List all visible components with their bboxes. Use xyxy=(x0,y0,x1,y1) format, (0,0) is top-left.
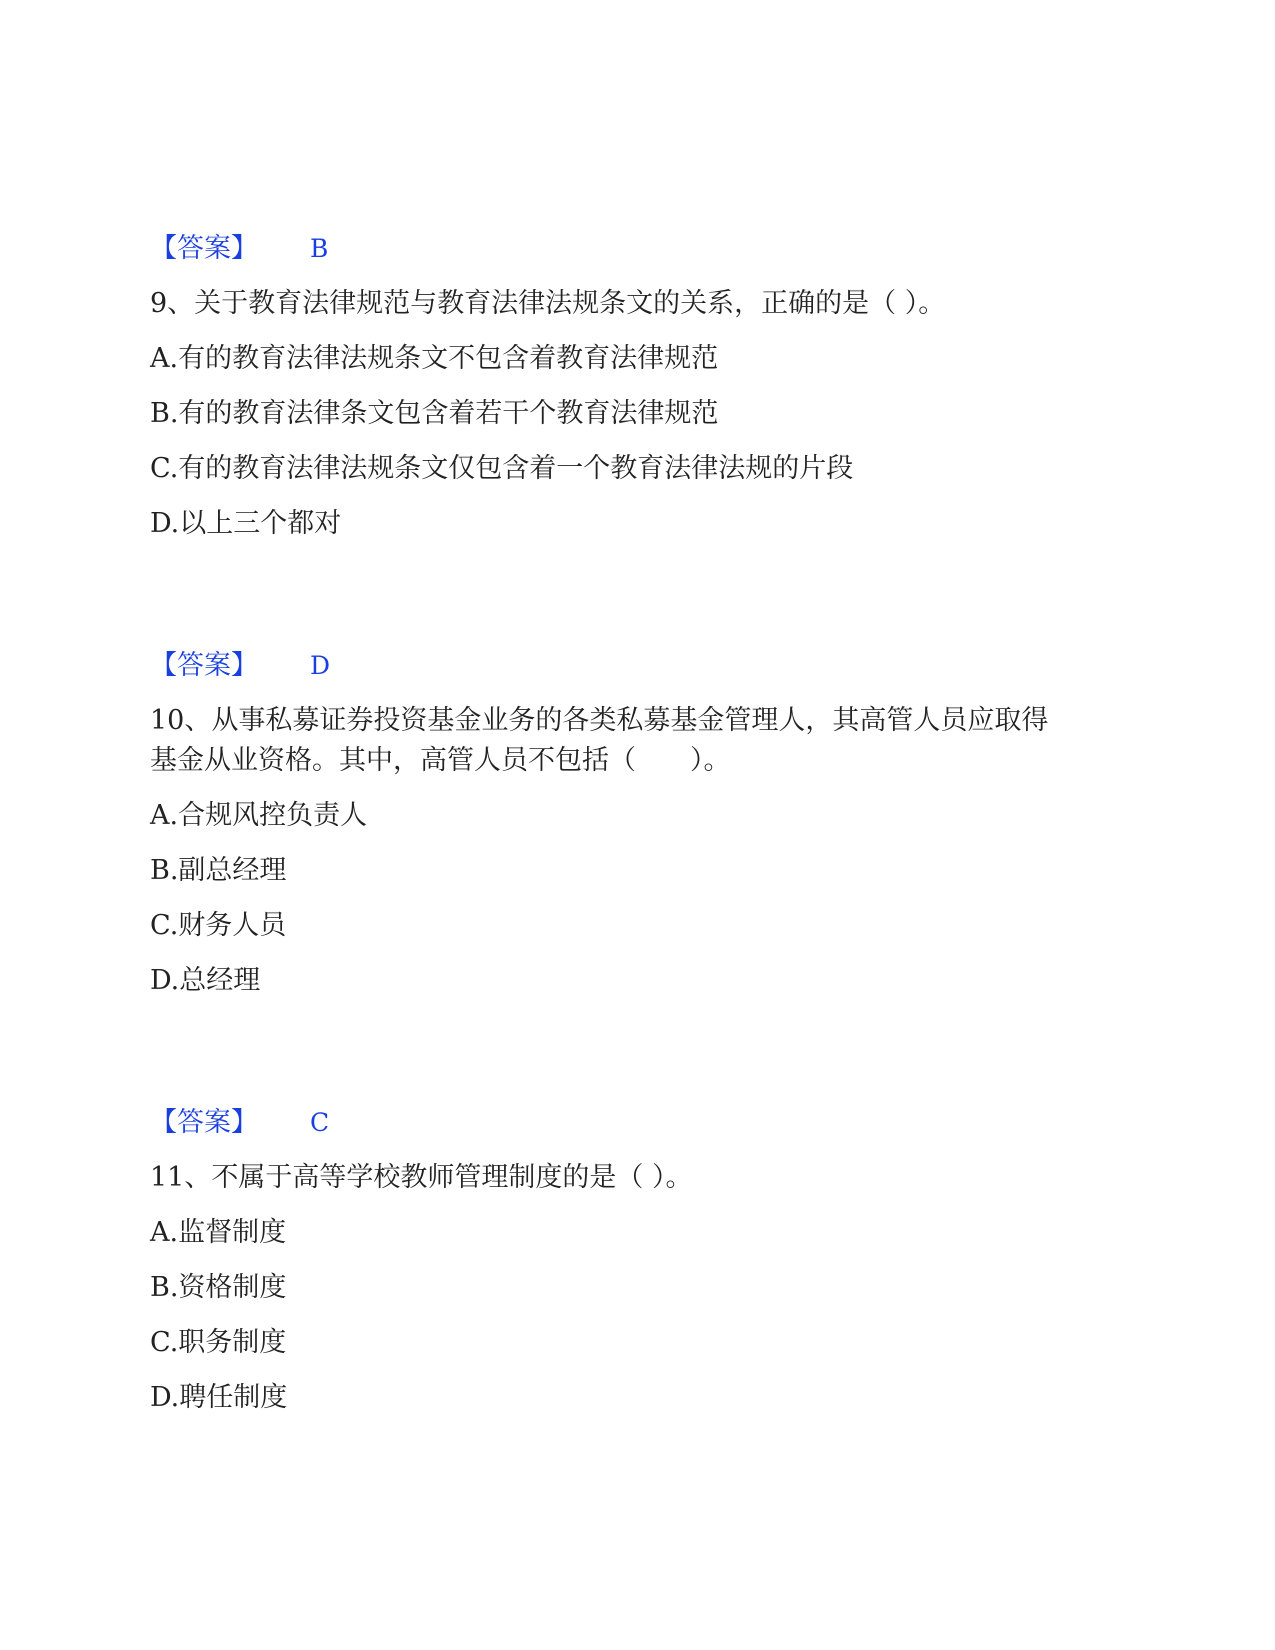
answer-value: C xyxy=(310,1108,330,1137)
option-text: B.有的教育法律条文包含着若干个教育法律规范 xyxy=(150,398,719,429)
answer-tag: 【答案】 xyxy=(150,233,258,264)
question-stem-line-2: 基金从业资格。其中，高管人员不包括（ ）。 xyxy=(150,745,731,776)
option-b xyxy=(150,394,1130,434)
question-stem-line-1: 10、从事私募证券投资基金业务的各类私募基金管理人，其高管人员应取得 xyxy=(150,705,1049,736)
question-11 xyxy=(150,1158,1130,1198)
answer-value: D xyxy=(310,651,331,680)
option-text: A.有的教育法律法规条文不包含着教育法律规范 xyxy=(150,343,719,374)
answer-tag: 【答案】 xyxy=(150,650,258,681)
question-10 xyxy=(150,701,1130,741)
answer-block-10 xyxy=(150,1103,1130,1143)
answer-value: B xyxy=(310,234,329,263)
option-d xyxy=(150,504,1130,544)
option-b xyxy=(150,1268,1130,1308)
option-text: D.总经理 xyxy=(150,965,261,996)
option-text: D.聘任制度 xyxy=(150,1382,288,1413)
question-10-cont xyxy=(150,741,1130,781)
option-text: C.有的教育法律法规条文仅包含着一个教育法律法规的片段 xyxy=(150,453,854,484)
option-c xyxy=(150,449,1130,489)
answer-line xyxy=(150,1103,1130,1143)
question-stem: 9、关于教育法律规范与教育法律法规条文的关系，正确的是（ ）。 xyxy=(150,288,946,319)
option-text: B.副总经理 xyxy=(150,855,287,886)
answer-line xyxy=(150,229,1130,269)
option-d xyxy=(150,1378,1130,1418)
option-c xyxy=(150,1323,1130,1363)
option-text: C.财务人员 xyxy=(150,910,287,941)
option-c xyxy=(150,906,1130,946)
option-a xyxy=(150,339,1130,379)
option-a xyxy=(150,796,1130,836)
option-text: C.职务制度 xyxy=(150,1327,287,1358)
option-text: B.资格制度 xyxy=(150,1272,287,1303)
answer-block-8 xyxy=(150,229,1130,269)
option-d xyxy=(150,961,1130,1001)
answer-block-9 xyxy=(150,646,1130,686)
option-text: D.以上三个都对 xyxy=(150,508,342,539)
option-a xyxy=(150,1213,1130,1253)
answer-line xyxy=(150,646,1130,686)
question-9 xyxy=(150,284,1130,324)
option-b xyxy=(150,851,1130,891)
option-text: A.监督制度 xyxy=(150,1217,287,1248)
question-stem: 11、不属于高等学校教师管理制度的是（ ）。 xyxy=(150,1162,693,1193)
answer-tag: 【答案】 xyxy=(150,1107,258,1138)
option-text: A.合规风控负责人 xyxy=(150,800,368,831)
